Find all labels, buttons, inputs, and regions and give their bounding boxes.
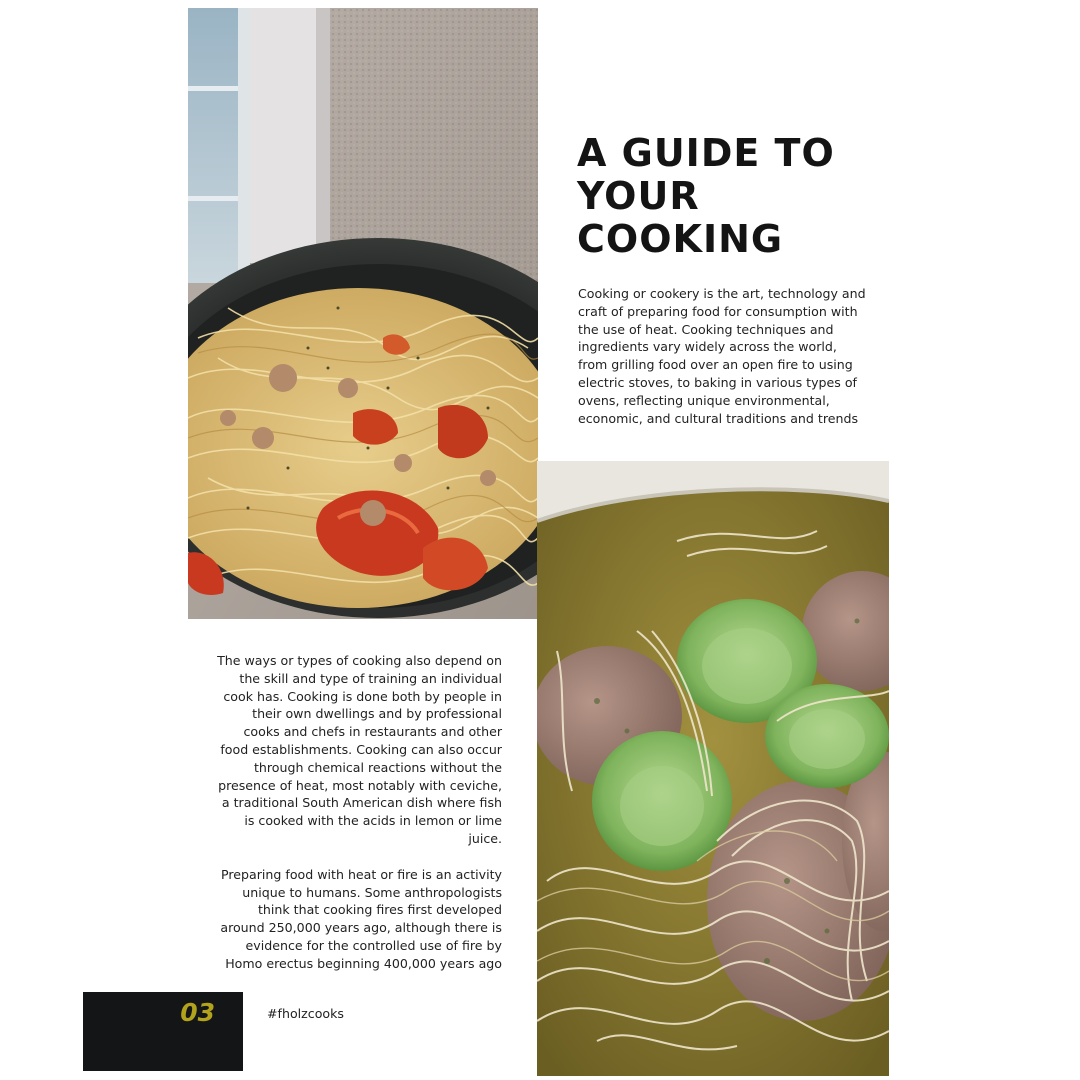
page-number-block xyxy=(83,992,243,1071)
soup-photo xyxy=(537,461,889,1076)
page-number: 03 xyxy=(180,998,215,1027)
hashtag: #fholzcooks xyxy=(267,1006,344,1021)
page-title: A GUIDE TO YOUR COOKING xyxy=(577,131,835,261)
intro-paragraph: Cooking or cookery is the art, technology and craft of preparing food for consumption with the use of heat. Cooking techniques and ingredients vary widely across the world, from grilling food over an open fire to using electric stoves, to baking in various types of ovens, reflecting unique environmental, economic, and cultural traditions and trends xyxy=(578,286,866,426)
pasta-photo xyxy=(188,8,538,619)
body-column xyxy=(213,652,502,973)
body-paragraph-1: The ways or types of cooking also depend on the skill and type of training an individual cook has. Cooking is done both by people in their own dwellings and by professional cooks and chefs in restaurants and other food establishments. Cooking can also occur through chemical reactions without the presence of heat, most notably with ceviche, a traditional South American dish where fish is cooked with the acids in lemon or lime juice. xyxy=(217,653,502,846)
body-paragraph-2: Preparing food with heat or fire is an activity unique to humans. Some anthropologists think that cooking fires first developed around 250,000 years ago, although there is evidence for the controlled use of fire by Homo erectus beginning 400,000 years ago xyxy=(220,866,502,971)
